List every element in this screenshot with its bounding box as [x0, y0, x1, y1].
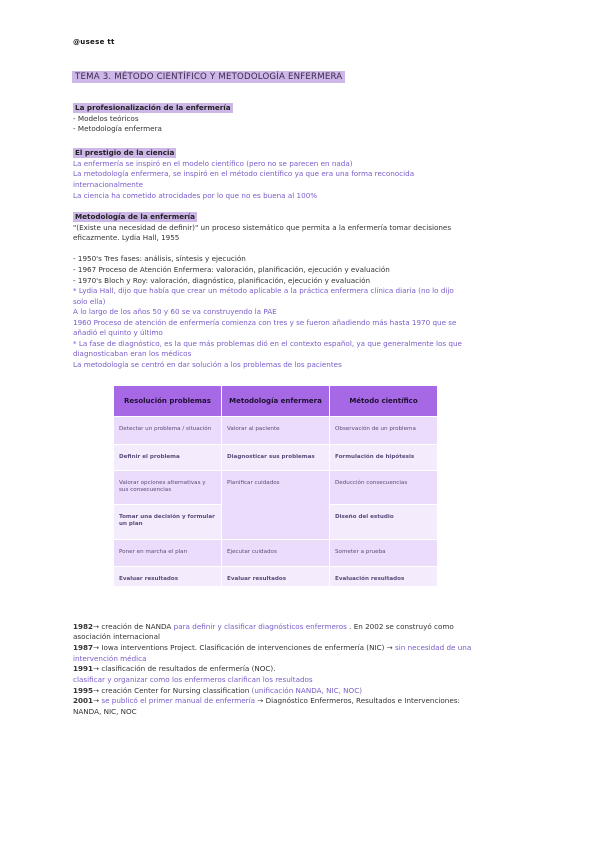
table-row [114, 417, 438, 445]
table-cell: Definir el problema [114, 445, 222, 471]
table-cell: Evaluación resultados [330, 567, 438, 587]
table-row [114, 445, 438, 471]
author-handle: @usese tt [73, 38, 115, 46]
list-item: - 1950's Tres fases: análisis, síntesis y ejecución [73, 254, 246, 263]
note-line: añadió el quinto y último [73, 328, 163, 337]
table-cell: Observación de un problema [330, 417, 438, 445]
page-title: TEMA 3. MÉTODO CIENTÍFICO Y METODOLOGÍA ENFERMERA [72, 71, 345, 83]
timeline-entry: 1987→ Iowa interventions Project. Clasificación de intervenciones de enfermería (NIC) → sin necesidad de una [73, 643, 472, 652]
table-cell: Diseño del estudio [330, 505, 438, 540]
table-cell: Tomar una decisión y formular un plan [114, 505, 222, 540]
table-row [114, 567, 438, 587]
timeline-entry: 1982→ creación de NANDA para definir y clasificar diagnósticos enfermeros . En 2002 se construyó como [73, 622, 454, 631]
table-cell: Diagnosticar sus problemas [222, 445, 330, 471]
table-cell: Deducción consecuencias [330, 471, 438, 505]
header-cell: Método científico [330, 386, 438, 417]
timeline-entry: 1991→ clasificación de resultados de enfermería (NOC). [73, 664, 276, 673]
table-cell: Valorar opciones alternativas y sus consecuencias [114, 471, 222, 505]
quote-line: "(Existe una necesidad de definir)" un proceso sistemático que permita a la enfermería tomar decisiones [73, 223, 452, 232]
quote-line: eficazmente. Lydia Hall, 1955 [73, 233, 180, 242]
heading-text: La profesionalización de la enfermería [75, 103, 231, 112]
list-item: - Metodología enfermera [73, 124, 162, 133]
table-row [114, 540, 438, 567]
section-heading [73, 148, 176, 158]
note-line: A lo largo de los años 50 y 60 se va construyendo la PAE [73, 307, 277, 316]
table-cell: Evaluar resultados [222, 567, 330, 587]
timeline-entry-cont: intervención médica [73, 654, 147, 663]
list-item: - Modelos teóricos [73, 114, 139, 123]
table-cell: Valorar al paciente [222, 417, 330, 445]
table-cell: Evaluar resultados [114, 567, 222, 587]
note-line: diagnosticaban eran los médicos [73, 349, 192, 358]
paragraph-line: La metodología enfermera, se inspiró en el método científico ya que era una forma reconocida [73, 169, 415, 178]
header-cell: Metodología enfermera [222, 386, 330, 417]
header-cell: Resolución problemas [114, 386, 222, 417]
paragraph-line: La enfermería se inspiró en el modelo científico (pero no se parecen en nada) [73, 159, 353, 168]
table-cell: Poner en marcha el plan [114, 540, 222, 567]
note-line: * Lydia Hall, dijo que había que crear un método aplicable a la práctica enfermera clínica diaria (no lo dijo [73, 286, 454, 295]
section-heading [73, 103, 233, 113]
timeline-entry-cont: clasificar y organizar como los enfermeros clarifican los resultados [73, 675, 313, 684]
timeline-entry: 2001→ se publicó el primer manual de enfermería → Diagnóstico Enfermeros, Resultados e Intervenciones: [73, 696, 460, 705]
note-line: La metodología se centró en dar solución a los problemas de los pacientes [73, 360, 342, 369]
timeline-entry-cont: asociación internacional [73, 632, 160, 641]
comparison-table [113, 385, 438, 587]
table-cell: Formulación de hipótesis [330, 445, 438, 471]
table-cell: Detectar un problema / situación [114, 417, 222, 445]
list-item: - 1967 Proceso de Atención Enfermera: valoración, planificación, ejecución y evaluación [73, 265, 390, 274]
table-header-row [114, 386, 438, 417]
timeline-entry-cont: NANDA, NIC, NOC [73, 707, 137, 716]
heading-text: El prestigio de la ciencia [75, 148, 175, 157]
paragraph-line: La ciencia ha cometido atrocidades por lo que no es buena al 100% [73, 191, 318, 200]
table-row [114, 471, 438, 505]
list-item: - 1970's Bloch y Roy: valoración, diagnóstico, planificación, ejecución y evaluación [73, 276, 371, 285]
timeline-entry: 1995→ creación Center for Nursing classification (unificación NANDA, NIC, NOC) [73, 686, 363, 695]
heading-text: Metodología de la enfermería [75, 212, 195, 221]
note-line: * La fase de diagnóstico, es la que más problemas dió en el contexto español, ya que generalmente los que [73, 339, 462, 348]
table-cell: Planificar cuidados [222, 471, 330, 540]
section-heading [73, 212, 197, 222]
paragraph-line: internacionalmente [73, 180, 144, 189]
note-line: solo ella) [73, 297, 106, 306]
table-cell: Someter a prueba [330, 540, 438, 567]
note-line: 1960 Proceso de atención de enfermería comienza con tres y se fueron añadiendo más hasta 1970 que se [73, 318, 457, 327]
table-cell: Ejecutar cuidados [222, 540, 330, 567]
